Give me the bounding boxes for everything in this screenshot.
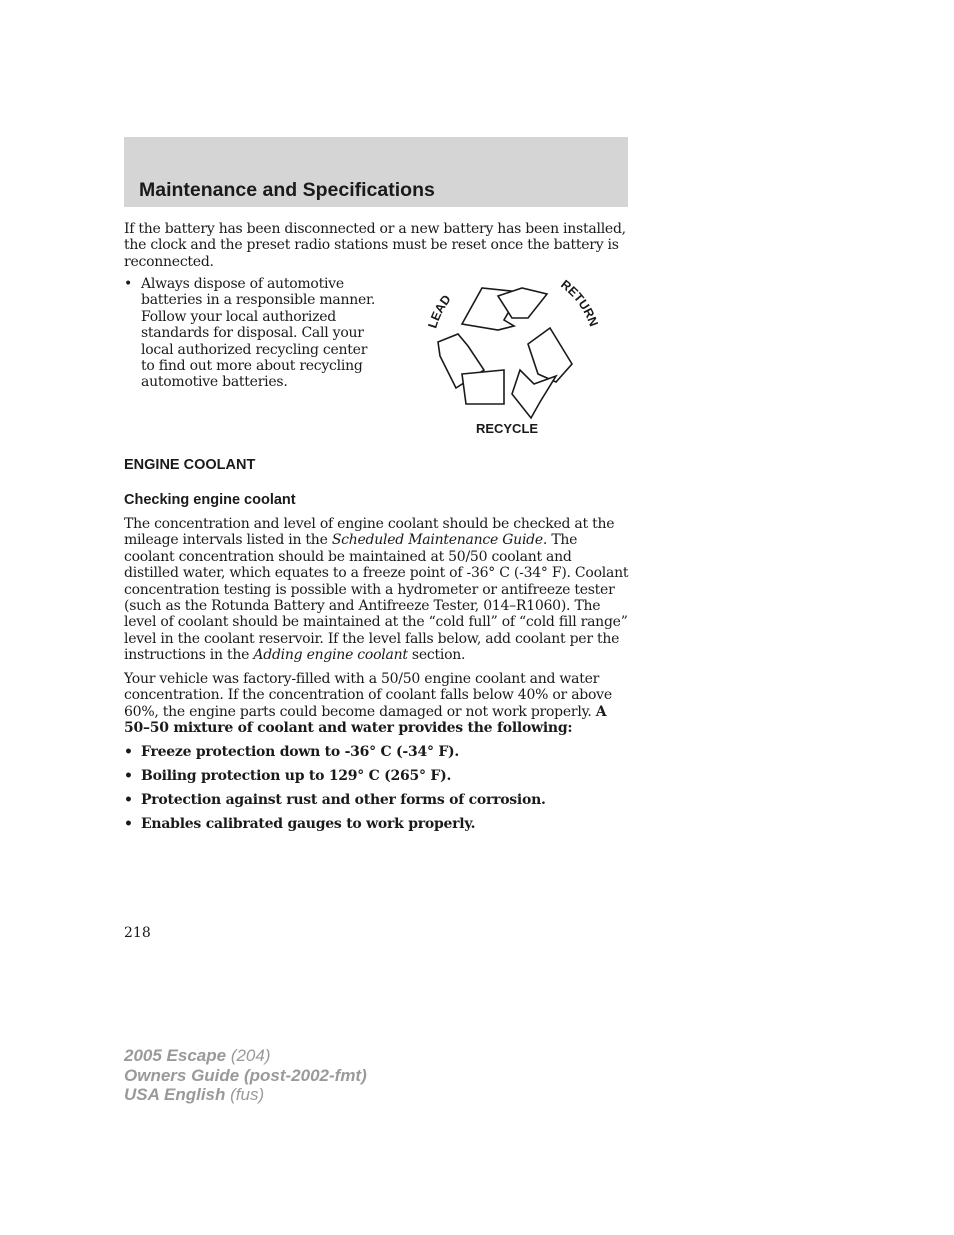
bullet-marker: • [124, 816, 133, 832]
bullet-marker: • [124, 768, 133, 784]
page-number: 218 [124, 925, 151, 941]
section-subtitle: Checking engine coolant [124, 492, 296, 508]
list-item: • Protection against rust and other forms of corrosion. [124, 792, 546, 808]
bullet-marker: • [124, 744, 133, 760]
section-header [124, 137, 628, 207]
list-item: • Boiling protection up to 129° C (265° F). [124, 768, 452, 784]
bullet-marker: • [124, 276, 133, 292]
factory-fill-paragraph: Your vehicle was factory-filled with a 50/50 engine coolant and water concentration. If the concentration of coolant falls below 40% or above 60%, the engine parts could become damaged or not work properly. A 50–50 mixture of coolant and water provides the following: [124, 671, 612, 737]
footer-line-guide: Owners Guide (post-2002-fmt) [124, 1065, 367, 1085]
footer-line-model: 2005 Escape (204) [124, 1046, 271, 1065]
recycle-arrows [438, 288, 572, 418]
scheduled-maintenance-guide-ref: Scheduled Maintenance Guide [331, 532, 543, 549]
recycle-label: RECYCLE [475, 421, 539, 436]
list-item: • Enables calibrated gauges to work properly. [124, 816, 476, 832]
return-label: RETURN [558, 277, 601, 329]
recycle-symbol-icon [410, 276, 610, 441]
bullet-marker: • [124, 792, 133, 808]
lead-label: LEAD [425, 292, 454, 330]
mixture-statement: A 50–50 mixture of coolant and water provides the following: [124, 703, 607, 737]
coolant-check-paragraph: The concentration and level of engine coolant should be checked at the mileage intervals listed in the Scheduled Maintenance Guide. The coolant concentration should be maintained at 50/50 coolant and distilled water, which equates to a freeze point of -36° C (-34° F). Coolant concentration testing is possible with a hydrometer or antifreeze tester (such as the Rotunda Battery and Antifreeze Tester, 014–R1060). The level of coolant should be maintained at the “cold full” of “cold fill range” level in the coolant reservoir. If the level falls below, add coolant per the instructions in the Adding engine coolant section. [124, 516, 629, 664]
battery-disposal-text: Always dispose of automotive batteries in a responsible manner. Follow your local authorized standards for disposal. Call your local authorized recycling center to find out more about recycling automotive batteries. [141, 276, 376, 391]
adding-coolant-ref: Adding engine coolant [253, 647, 408, 664]
document-footer [124, 1046, 367, 1105]
intro-paragraph: If the battery has been disconnected or a new battery has been installed, the clock and the preset radio stations must be reset once the battery is reconnected. [124, 221, 626, 270]
battery-disposal-bullet [124, 276, 394, 391]
section-title: ENGINE COOLANT [124, 457, 256, 473]
page-title: Maintenance and Specifications [139, 179, 435, 201]
list-item: • Freeze protection down to -36° C (-34° F). [124, 744, 460, 760]
footer-line-language: USA English (fus) [124, 1085, 265, 1104]
